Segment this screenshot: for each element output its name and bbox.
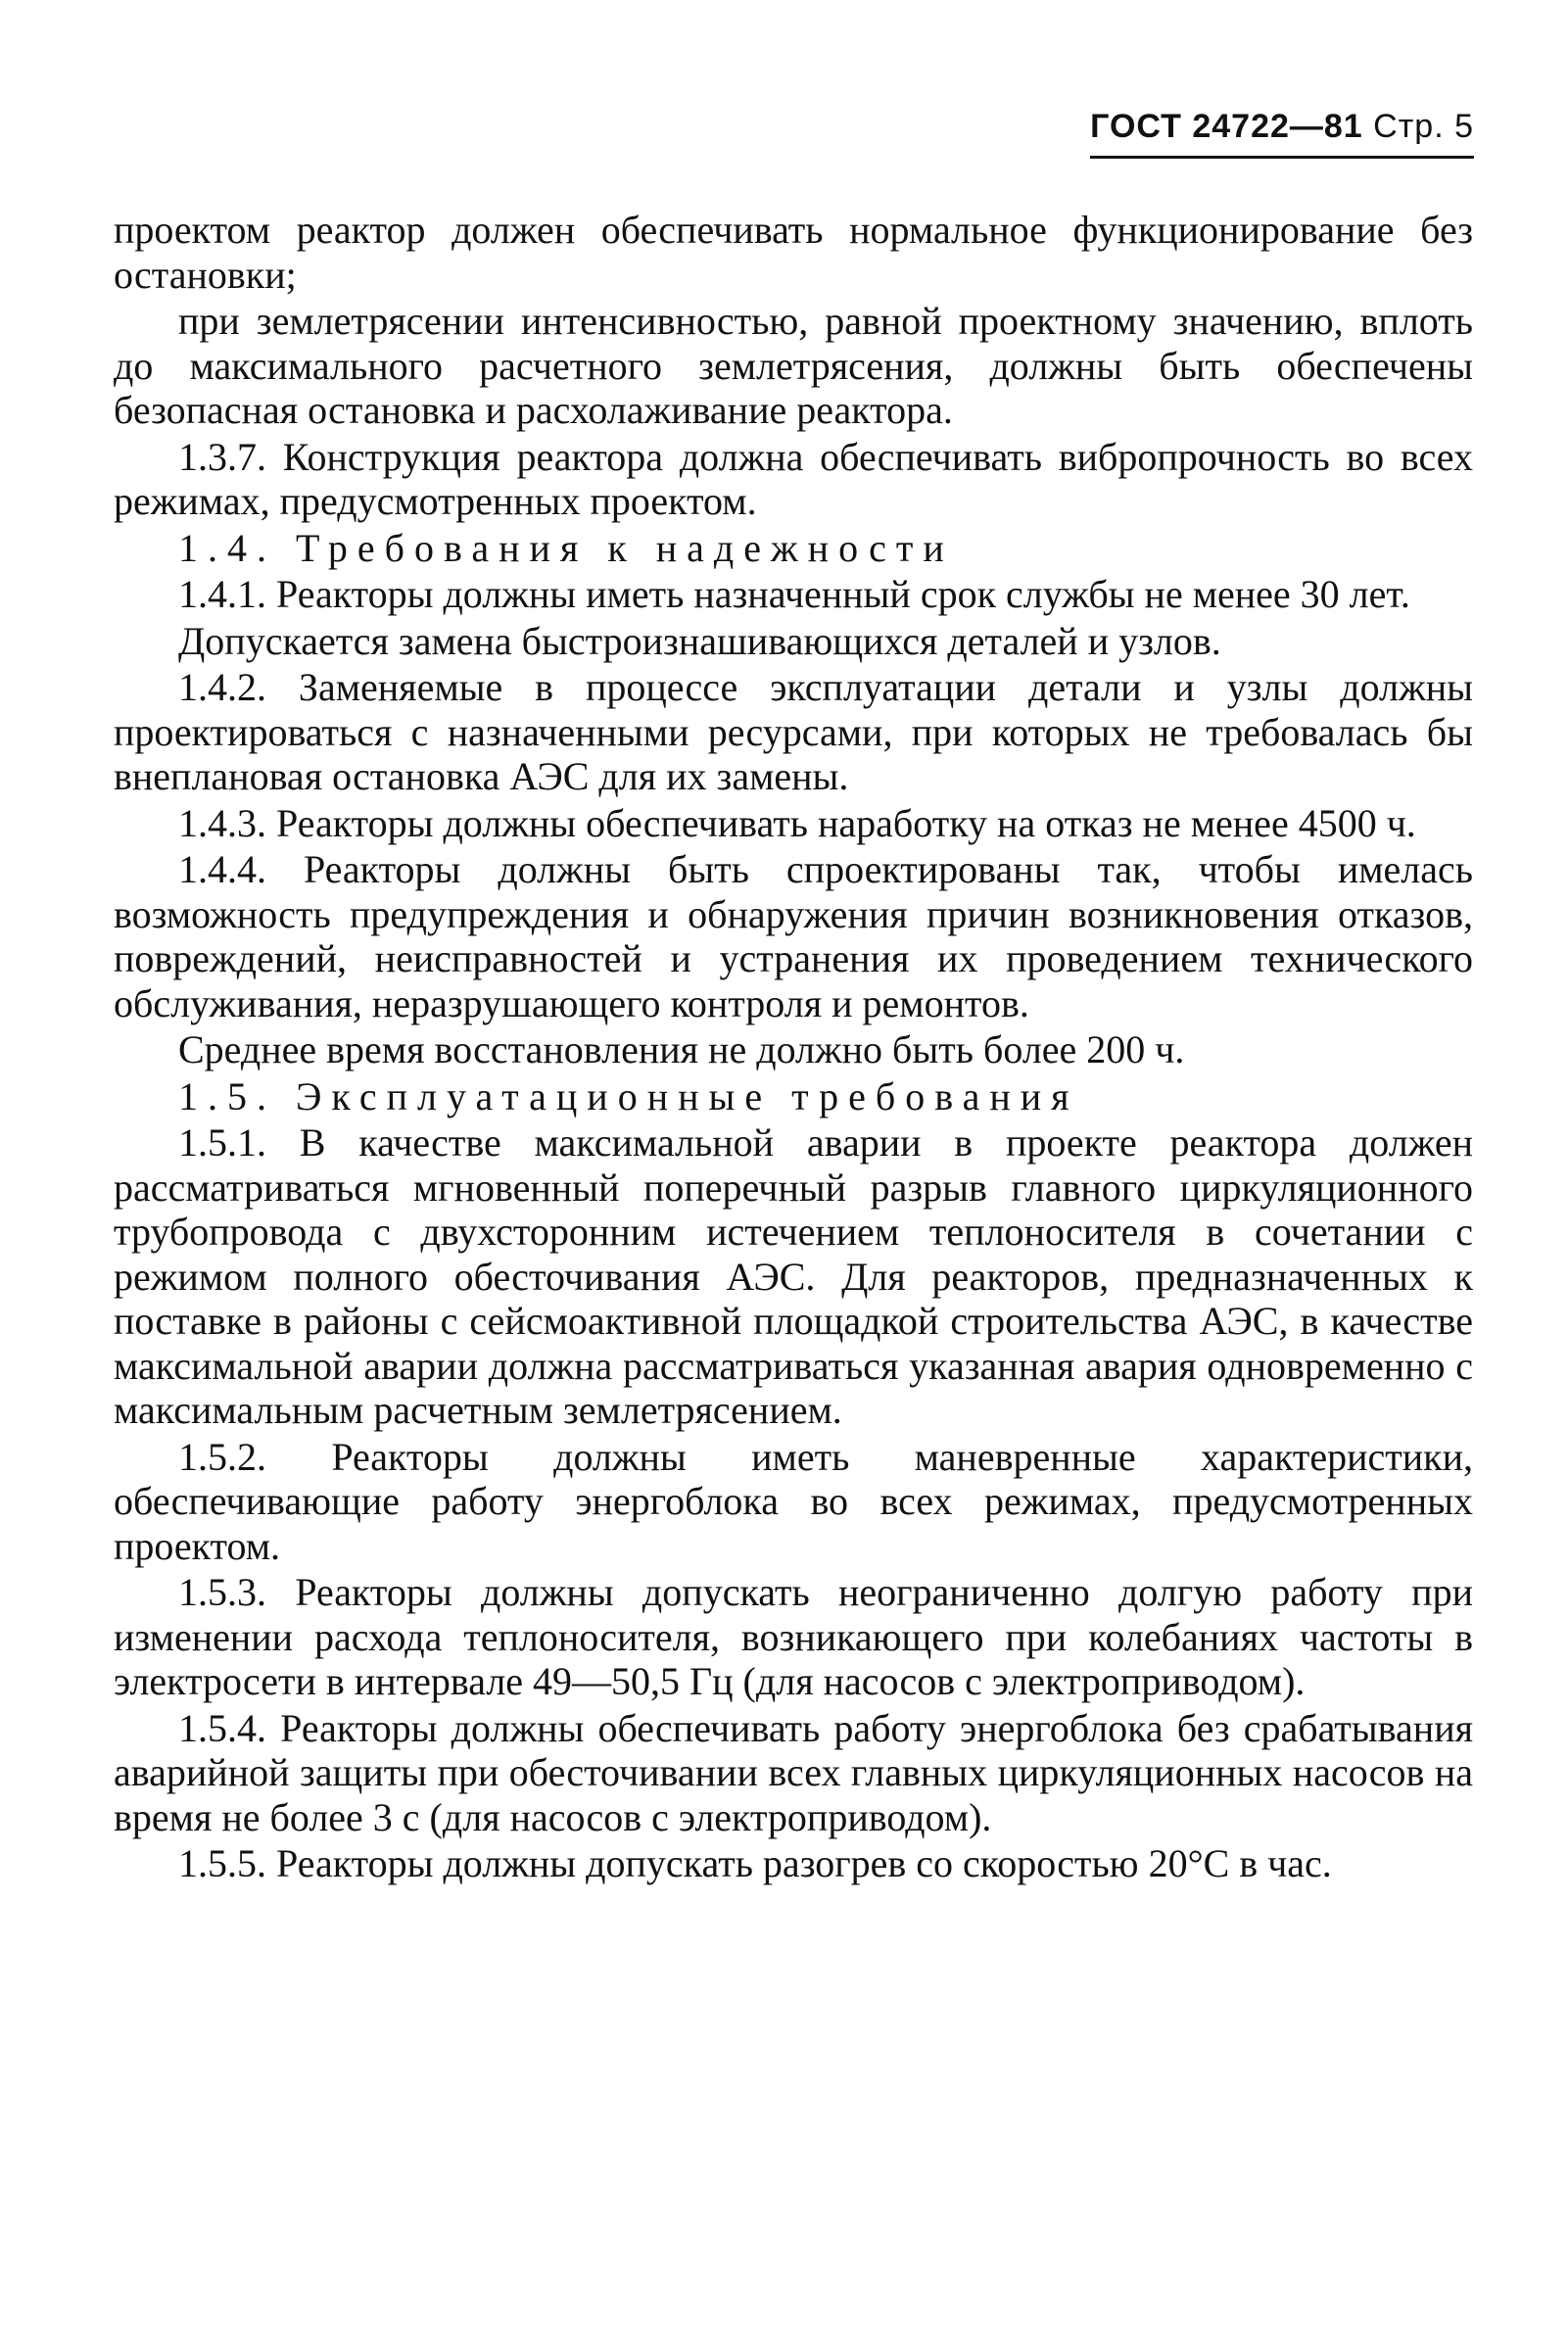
- clause-1-5-5: 1.5.5. Реакторы должны допускать разогрев со скоростью 20°С в час.: [178, 1841, 1332, 1885]
- clause-1-4-3: 1.4.3. Реакторы должны обеспечивать наработку на отказ не менее 4500 ч.: [178, 800, 1416, 845]
- clause-1-5-2: 1.5.2. Реакторы должны иметь маневренные характеристики, обеспечивающие работу энергоблока во всех режимах, предусмотренных проектом.: [114, 1434, 1473, 1568]
- clause-1-4-1: 1.4.1. Реакторы должны иметь назначенный срок службы не менее 30 лет.: [178, 572, 1410, 616]
- clause-1-5-1: 1.5.1. В качестве максимальной аварии в проекте реактора должен рассматриваться мгновенный поперечный разрыв главного циркуляционного трубопровода с двухсторонним истечением теплоносителя в сочетании с режимом полного обесточивания АЭС. Для реакторов, предназначенных к поставке в районы с сейсмоактивной площадкой строительства АЭС, в качестве максимальной аварии должна рассматриваться указанная авария одновременно с максимальным расчетным землетрясением.: [114, 1120, 1473, 1432]
- paragraph-recovery-time: Среднее время восстановления не должно быть более 200 ч.: [178, 1027, 1185, 1071]
- clause-1-5-3: 1.5.3. Реакторы должны допускать неограниченно долгую работу при изменении расхода теплоносителя, возникающего при колебаниях частоты в электросети в интервале 49—50,5 Гц (для насосов с электроприводом).: [114, 1570, 1473, 1703]
- paragraph-continuation: проектом реактор должен обеспечивать нормальное функционирование без остановки;: [114, 208, 1473, 297]
- paragraph-replacement: Допускается замена быстроизнашивающихся деталей и узлов.: [178, 618, 1221, 663]
- section-heading-1-5: 1.5. Эксплуатационные требования: [178, 1073, 1079, 1118]
- document-body: [114, 208, 1473, 1888]
- clause-1-4-2: 1.4.2. Заменяемые в процессе эксплуатации детали и узлы должны проектироваться с назначенными ресурсами, при которых не требовалась бы внеплановая остановка АЭС для их замены.: [114, 665, 1473, 798]
- page-header: [1090, 108, 1474, 159]
- clause-1-3-7: 1.3.7. Конструкция реактора должна обеспечивать вибропрочность во всех режимах, предусмотренных проектом.: [114, 434, 1473, 523]
- paragraph-earthquake: при землетрясении интенсивностью, равной проектному значению, вплоть до максимального расчетного землетрясения, должны быть обеспечены безопасная остановка и расхолаживание реактора.: [114, 299, 1473, 432]
- clause-1-5-4: 1.5.4. Реакторы должны обеспечивать работу энергоблока без срабатывания аварийной защиты при обесточивании всех главных циркуляционных насосов на время не более 3 с (для насосов с электроприводом).: [114, 1705, 1473, 1839]
- clause-1-4-4: 1.4.4. Реакторы должны быть спроектированы так, чтобы имелась возможность предупреждения и обнаружения причин возникновения отказов, повреждений, неисправностей и устранения их проведением технического обслуживания, неразрушающего контроля и ремонтов.: [114, 847, 1473, 1025]
- section-heading-1-4: 1.4. Требования к надежности: [178, 525, 954, 570]
- page-number: Стр. 5: [1373, 108, 1474, 145]
- standard-number: ГОСТ 24722—81: [1090, 108, 1363, 145]
